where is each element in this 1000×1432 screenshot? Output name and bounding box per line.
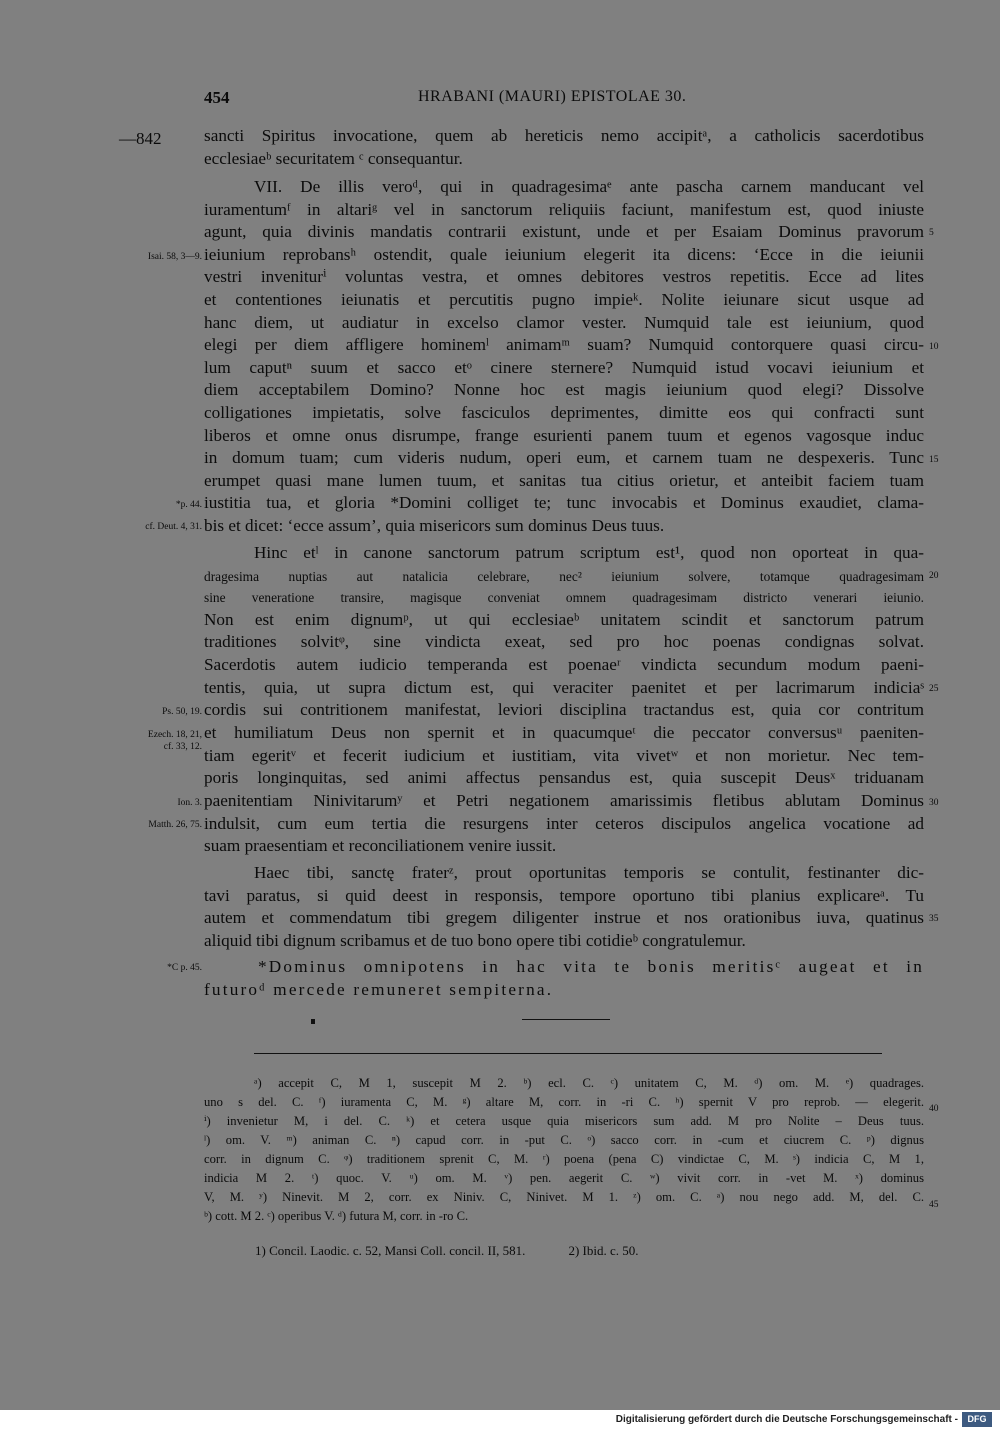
footer-credit: Digitalisierung gefördert durch die Deutsche Forschungsgemeinschaft - [615, 1414, 958, 1425]
text-line: Sacerdotis autem iudicio temperanda est poenaeʳ vindicta secundum modum paeni- [204, 655, 924, 674]
line-number: 30 [929, 798, 939, 808]
line-number: 15 [929, 455, 939, 465]
text-line: agunt, quia divinis mandatis contrarii existunt, unde et per Esaiam Dominus pravorum [204, 222, 924, 241]
text-line: futuroᵈ mercede remuneret sempiterna. [204, 980, 554, 999]
text-line: et humiliatum Deus non spernit et in quacumqueᵗ die peccator conversusᵘ paeniten- [204, 723, 924, 742]
line-number: 5 [929, 228, 934, 238]
text-line: Haec tibi, sanctę fraterᶻ, prout oportunitas temporis se contulit, festinanter dic- [254, 863, 924, 882]
text-line: VII. De illis veroᵈ, qui in quadragesimaᵉ ante pascha carnem manducant vel [254, 177, 924, 196]
text-line: Hinc etˡ in canone sanctorum patrum scriptum est¹, quod non oporteat in qua- [254, 543, 924, 562]
text-line: ecclesiaeᵇ securitatem ᶜ consequantur. [204, 149, 463, 168]
line-number: 40 [929, 1104, 939, 1114]
page-number: 454 [204, 88, 230, 107]
text-line: diem acceptabilem Domino? Nonne hoc est magis ieiunium quod elegi? Dissolve [204, 380, 924, 399]
dfg-logo: DFG [962, 1412, 992, 1427]
line-number: 20 [929, 571, 939, 581]
line-number: 10 [929, 342, 939, 352]
text-line: suam praesentiam et reconciliationem venire iussit. [204, 836, 557, 855]
footnote-line: ˡ) om. V. ᵐ) animan C. ⁿ) capud corr. in -put C. ᵒ) sacco corr. in -cum et ciucrem C. ᵖ) dignus [204, 1133, 924, 1147]
source-references [255, 1243, 638, 1259]
text-line: bis et dicet: ‘ecce assum’, quia misericors sum dominus Deus tuus. [204, 516, 665, 535]
text-line: *Dominus omnipotens in hac vita te bonis meritisᶜ augeat et in [258, 957, 924, 976]
running-title: HRABANI (MAURI) EPISTOLAE 30. [418, 88, 687, 105]
margin-reference: Ion. 3. [177, 798, 202, 808]
text-line: elegi per diem affligere hominemˡ animamᵐ suam? Numquid contorquere quasi circu- [204, 335, 924, 354]
margin-reference: Ps. 50, 19. [162, 707, 202, 717]
footnote-separator [254, 1053, 882, 1054]
footnote-line: indicia M 2. ᵗ) quoc. V. ᵘ) om. M. ᵛ) pen. aegerit C. ʷ) vivit corr. in -vet M. ˣ) dominus [204, 1171, 924, 1185]
text-line: Non est enim dignumᵖ, ut qui ecclesiaeᵇ unitatem scindit et sanctorum patrum [204, 610, 924, 629]
text-line: paenitentiam Ninivitarumʸ et Petri negationem amarissimis fletibus ablutam Dominus [204, 791, 924, 810]
line-number: 25 [929, 684, 939, 694]
text-line: erumpet quasi mane lumen tuum, et sanitas tua citius orietur, et anteibit faciem tuam [204, 471, 924, 490]
text-line: tavi paratus, si quid deest in responsis, tempore oportuno tibi planius explicareᵃ. Tu [204, 886, 924, 905]
line-number: 35 [929, 914, 939, 924]
text-line: autem et commendatum tibi gregem diligenter instrue et nos orationibus iuva, quatinus [204, 908, 924, 927]
text-line: indulsit, cum eum tertia die resurgens inter ceteros discipulos angelica vocatione ad [204, 814, 924, 833]
closing-rule [522, 1019, 610, 1020]
footnote-line: V, M. ʸ) Ninevit. M 2, corr. ex Niniv. C, Ninivet. M 1. ᶻ) om. C. ᵃ) nou nego add. M, del. C. [204, 1190, 924, 1204]
left-reference: —842 [119, 129, 162, 148]
text-line: sancti Spiritus invocatione, quem ab hereticis nemo accipitᵃ, a catholicis sacerdotibus [204, 126, 924, 145]
margin-reference: Matth. 26, 75. [148, 820, 202, 830]
footnote-line: ⁱ) invenietur M, i del. C. ᵏ) et cetera usque quia misericors sum add. M pro Nolite – Deus tuus. [204, 1114, 924, 1128]
text-line: liberos et omne onus disrumpe, frange esurienti panem tuum et egenos vagosque induc [204, 426, 924, 445]
footnote-line: ᵃ) accepit C, M 1, suscepit M 2. ᵇ) ecl. C. ᶜ) unitatem C, M. ᵈ) om. M. ᵉ) quadrages. [254, 1076, 924, 1090]
text-line: sine veneratione transire, magisque conveniat omnem quadragesimam districto venerari ieiunio. [204, 590, 924, 605]
text-line: hanc diem, ut audiatur in excelso clamor vester. Numquid tale est ieiunium, quod [204, 313, 924, 332]
text-line: dragesima nuptias aut natalicia celebrare, nec² ieiunium solvere, totamque quadragesimam [204, 569, 924, 584]
text-line: ieiunium reprobansʰ ostendit, quale ieiunium elegerit ita dicens: ‘Ecce in die ieiunii [204, 245, 924, 264]
footnote-line: corr. in dignum C. ᵠ) traditionem sprenit C, M. ʳ) poena (pena C) vindictae C, M. ˢ) indicia C, M 1, [204, 1152, 924, 1166]
text-line: et contentiones ieiunatis et percutitis pugno impieᵏ. Nolite ieiunare sicut usque ad [204, 290, 924, 309]
text-line: poris longinquitas, sed animi affectus pensandus est, quia suscepit Deusˣ triduanam [204, 768, 924, 787]
margin-reference: Isai. 58, 3—9. [147, 252, 202, 262]
margin-reference: *p. 44. [175, 500, 202, 510]
footer-bar [0, 1410, 1000, 1432]
footnote-line: uno s del. C. ᶠ) iuramenta C, M. ᵍ) altare M, corr. in -ri C. ʰ) spernit V pro reprob. — elegerit. [204, 1095, 924, 1109]
ink-mark [311, 1019, 315, 1024]
margin-reference: *C p. 45. [167, 963, 202, 973]
text-line: tiam egeritᵛ et fecerit iudicium et iustitiam, vita vivetʷ et non morietur. Nec tem- [204, 746, 924, 765]
margin-reference: cf. Deut. 4, 31. [145, 522, 202, 532]
text-line: iustitia tua, et gloria *Domini colliget te; tunc invocabis et Dominus exaudiet, clama- [204, 493, 924, 512]
text-line: colligationes impietatis, solve fasciculos deprimentes, dimitte eos qui confracti sunt [204, 403, 924, 422]
text-line: aliquid tibi dignum scribamus et de tuo bono opere tibi cotidieᵇ congratulemur. [204, 931, 746, 950]
text-line: lum caputⁿ suum et sacco etᵒ cinere sternere? Numquid istud vocavi ieiunium et [204, 358, 924, 377]
footnote-line: ᵇ) cott. M 2. ᶜ) operibus V. ᵈ) futura M, corr. in -ro C. [204, 1209, 469, 1223]
text-line: tentis, quia, ut supra dictum est, qui veraciter paenitet et per lacrimarum indiciaˢ [204, 678, 924, 697]
text-line: cordis sui contritionem manifestat, leviori disciplina tractandus est, quia cor contritum [204, 700, 924, 719]
text-line: traditiones solvitᵠ, sine vindicta exeat, sed pro hoc poenas condignas solvat. [204, 632, 924, 651]
source-reference: 2) Ibid. c. 50. [568, 1243, 639, 1258]
source-reference: 1) Concil. Laodic. c. 52, Mansi Coll. concil. II, 581. [255, 1243, 526, 1258]
margin-reference: Ezech. 18, 21, [147, 730, 202, 740]
text-line: iuramentumᶠ in altariᵍ vel in sanctorum reliquiis faciunt, manifestum est, quod iniuste [204, 200, 924, 219]
margin-reference: cf. 33, 12. [163, 742, 202, 752]
line-number: 45 [929, 1200, 939, 1210]
text-line: in domum tuam; cum videris nudum, operi eum, et carnem tuam ne despexeris. Tunc [204, 448, 924, 467]
text-line: vestri inveniturⁱ voluntas vestra, et omnes debitores vestros repetitis. Ecce ad lites [204, 267, 924, 286]
